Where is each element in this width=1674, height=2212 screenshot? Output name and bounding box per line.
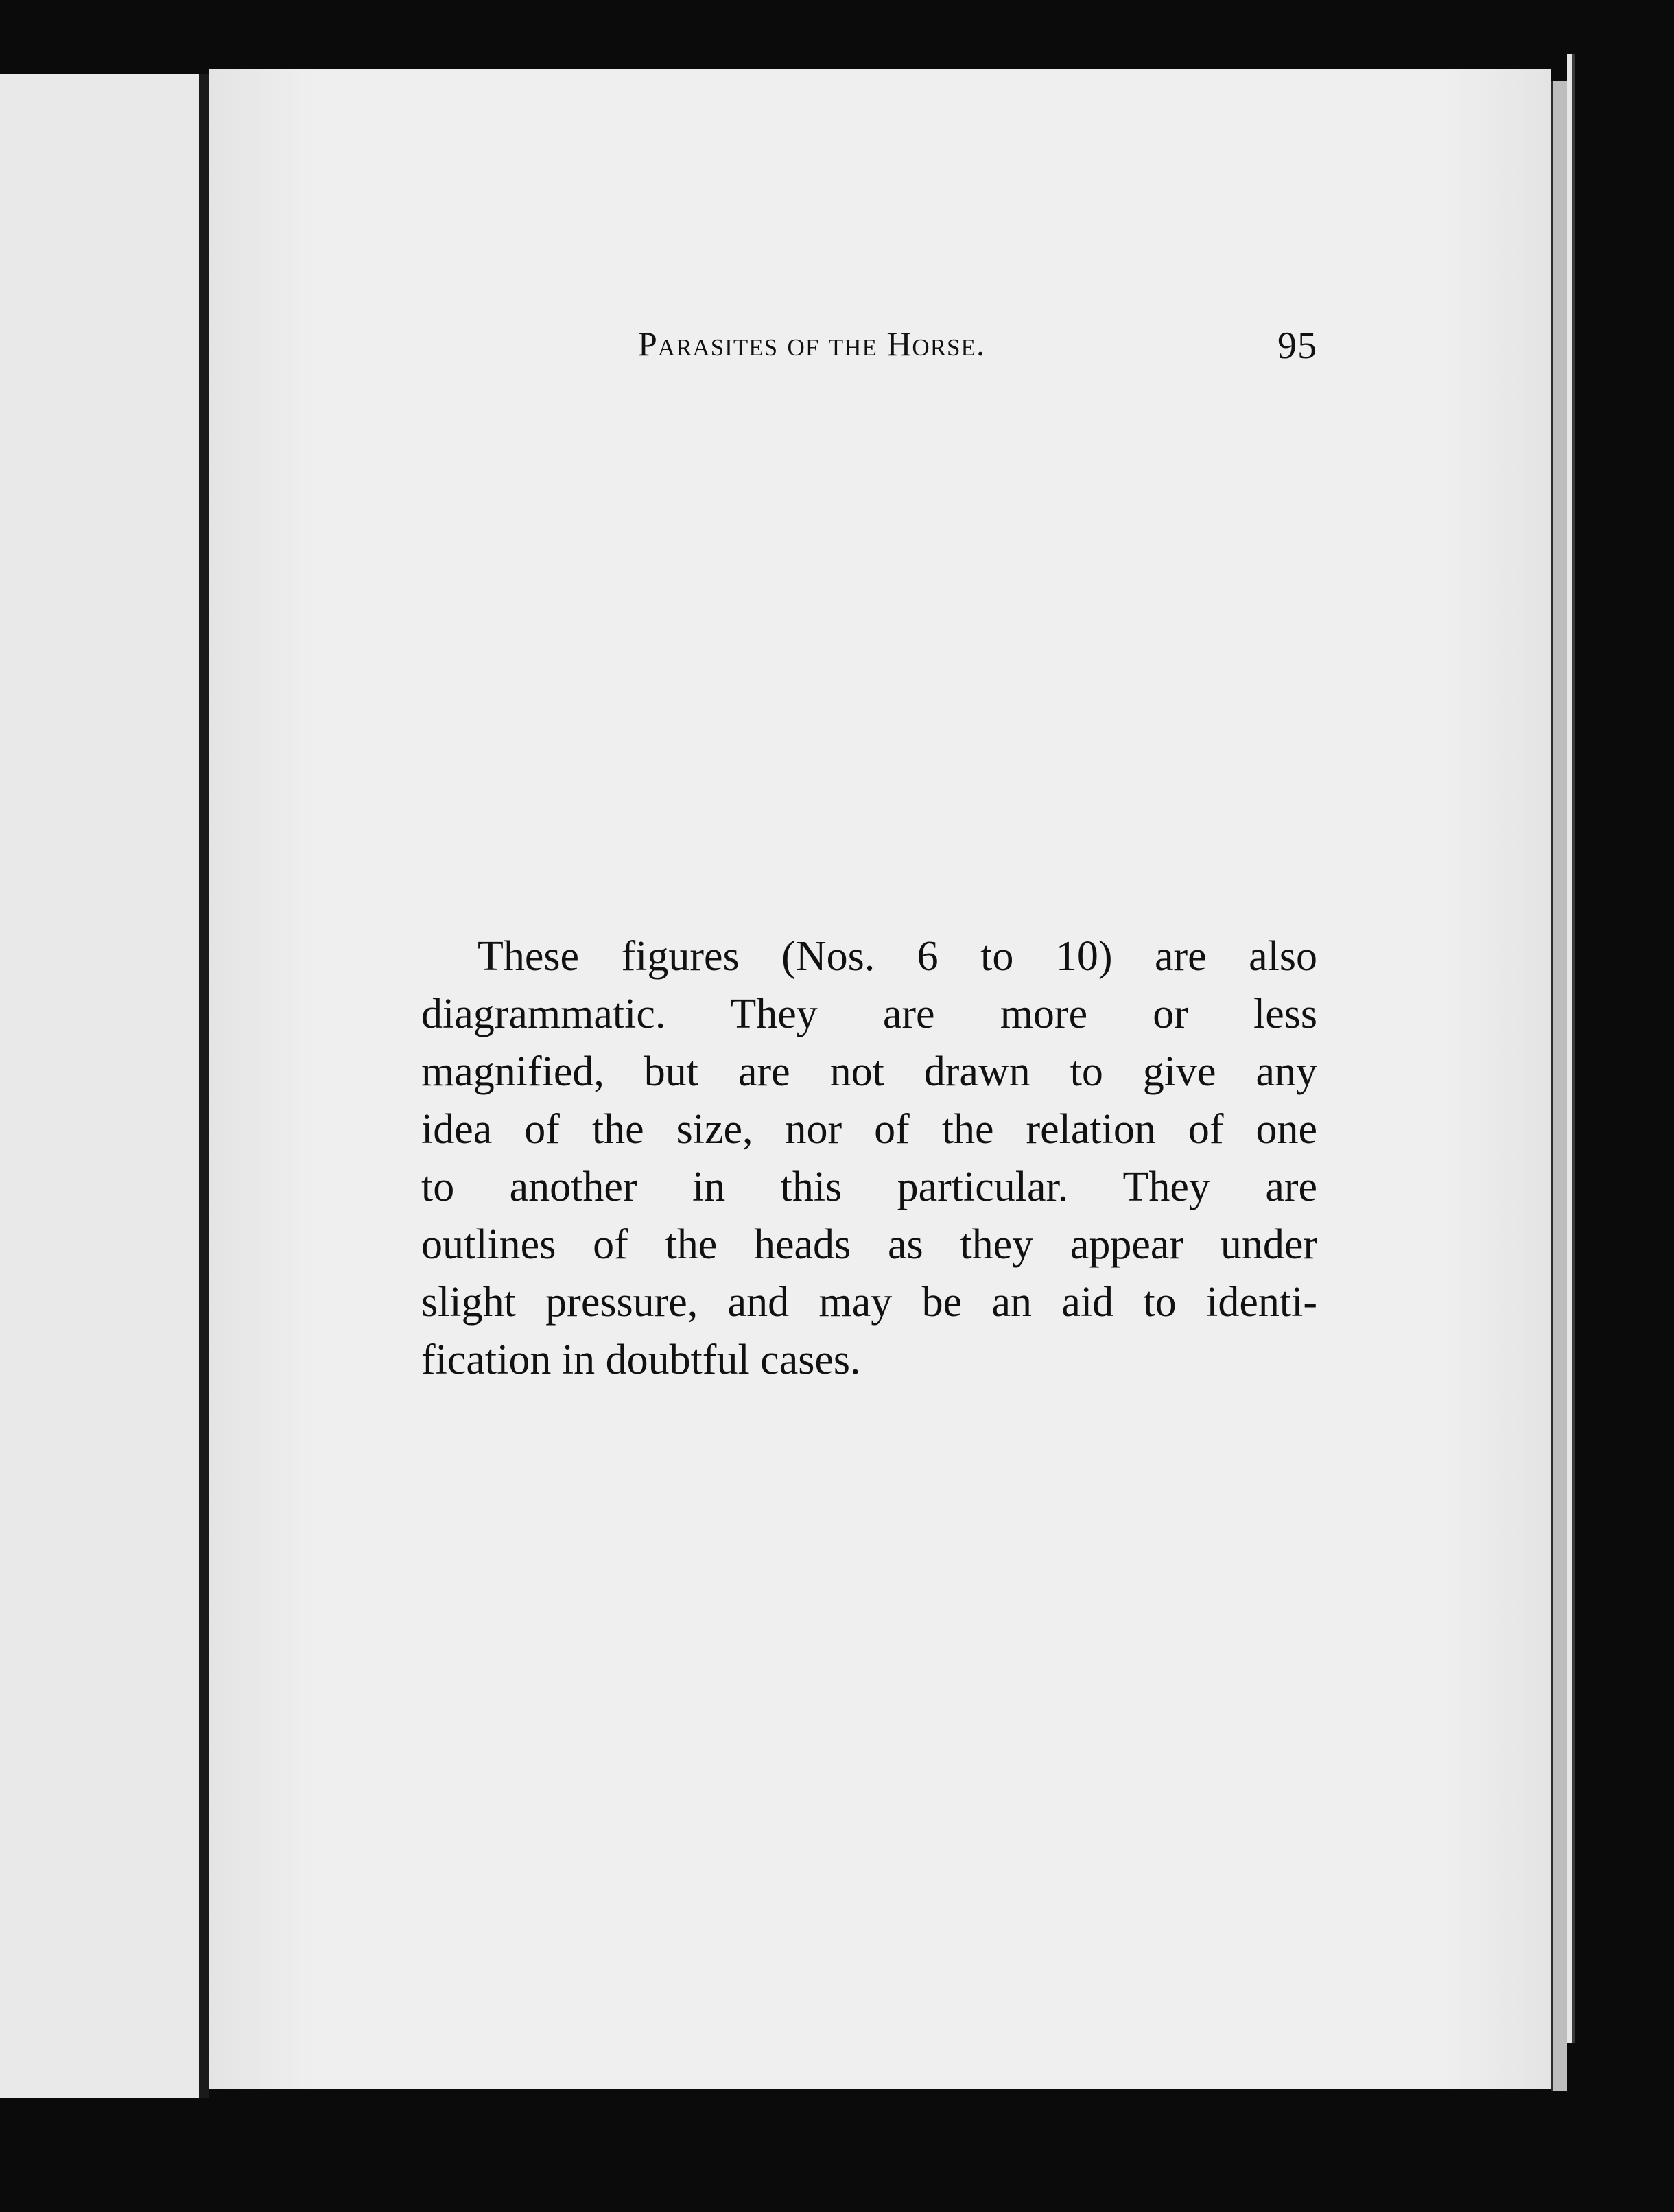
left-page-margin: [0, 74, 200, 2098]
running-title: Parasites of the Horse.: [638, 325, 986, 363]
paragraph-line: magnified, but are not drawn to give any: [421, 1048, 1317, 1095]
page-number: 95: [1277, 325, 1317, 367]
paragraph-line: diagrammatic. They are more or less: [421, 991, 1317, 1037]
page-edge-outer: [1567, 54, 1575, 2043]
book-gutter: [199, 74, 209, 2098]
running-head: [638, 320, 1317, 375]
paragraph-line: outlines of the heads as they appear under: [421, 1221, 1317, 1268]
paragraph-line: fication in doubtful cases.: [421, 1337, 861, 1383]
paragraph-line: idea of the size, nor of the relation of one: [421, 1106, 1317, 1153]
paragraph-line: slight pressure, and may be an aid to identi-: [421, 1279, 1317, 1326]
paragraph-line: to another in this particular. They are: [421, 1164, 1317, 1210]
paragraph-line: These figures (Nos. 6 to 10) are also: [478, 933, 1317, 980]
body-paragraph: [421, 928, 1317, 1389]
page-edge: [1551, 81, 1567, 2091]
